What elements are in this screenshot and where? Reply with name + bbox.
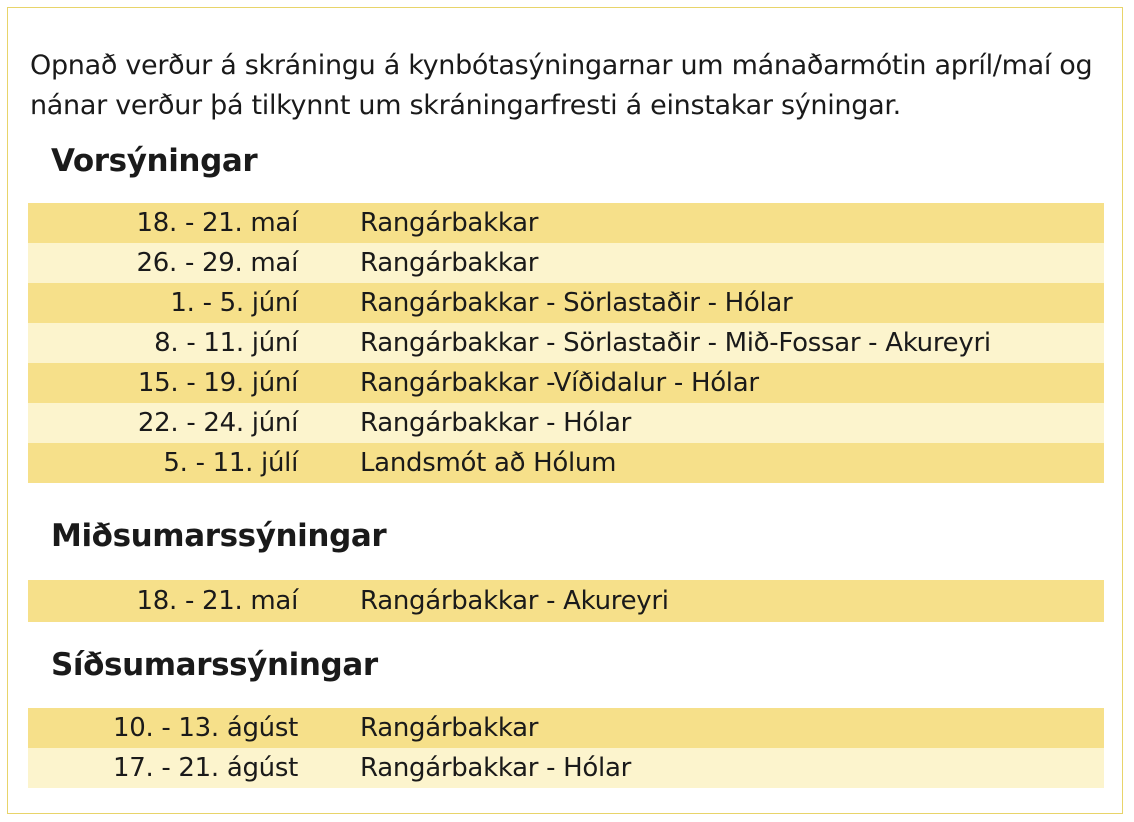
row-date: 18. - 21. maí <box>136 208 298 238</box>
row-date: 5. - 11. júlí <box>163 448 298 478</box>
row-date: 17. - 21. ágúst <box>112 753 298 783</box>
schedule-table-sidsumarssyningar <box>28 708 1104 788</box>
row-date: 10. - 13. ágúst <box>112 713 298 743</box>
table-row <box>28 748 1104 788</box>
row-place: Rangárbakkar - Sörlastaðir - Mið-Fossar - Akureyri <box>360 328 991 358</box>
table-row <box>28 363 1104 403</box>
row-date: 8. - 11. júní <box>154 328 298 358</box>
row-place: Rangárbakkar <box>360 248 539 278</box>
row-place: Rangárbakkar - Hólar <box>360 408 631 438</box>
row-place: Rangárbakkar - Sörlastaðir - Hólar <box>360 288 793 318</box>
section-title-vorsyningar: Vorsýningar <box>51 143 258 179</box>
row-date: 26. - 29. maí <box>136 248 298 278</box>
row-place: Rangárbakkar - Akureyri <box>360 586 669 616</box>
row-date: 22. - 24. júní <box>137 408 298 438</box>
section-title-midsumarssyningar: Miðsumarssýningar <box>51 518 387 554</box>
row-place: Rangárbakkar <box>360 208 539 238</box>
table-row <box>28 323 1104 363</box>
table-row <box>28 203 1104 243</box>
row-date: 15. - 19. júní <box>137 368 298 398</box>
table-row <box>28 708 1104 748</box>
intro-text: Opnað verður á skráningu á kynbótasýningarnar um mánaðarmótin apríl/maí og nánar verður þá tilkynnt um skráningarfresti á einstakar sýningar. <box>30 50 1093 121</box>
table-row <box>28 580 1104 622</box>
row-place: Landsmót að Hólum <box>360 448 617 478</box>
section-title-sidsumarssyningar: Síðsumarssýningar <box>51 647 378 683</box>
row-place: Rangárbakkar <box>360 713 539 743</box>
schedule-table-vorsyningar <box>28 203 1104 483</box>
row-date: 1. - 5. júní <box>170 288 298 318</box>
row-place: Rangárbakkar - Hólar <box>360 753 631 783</box>
row-date: 18. - 21. maí <box>136 586 298 616</box>
row-place: Rangárbakkar -Víðidalur - Hólar <box>360 368 759 398</box>
table-row <box>28 403 1104 443</box>
schedule-table-midsumarssyningar <box>28 580 1104 622</box>
table-row <box>28 443 1104 483</box>
table-row <box>28 283 1104 323</box>
table-row <box>28 243 1104 283</box>
